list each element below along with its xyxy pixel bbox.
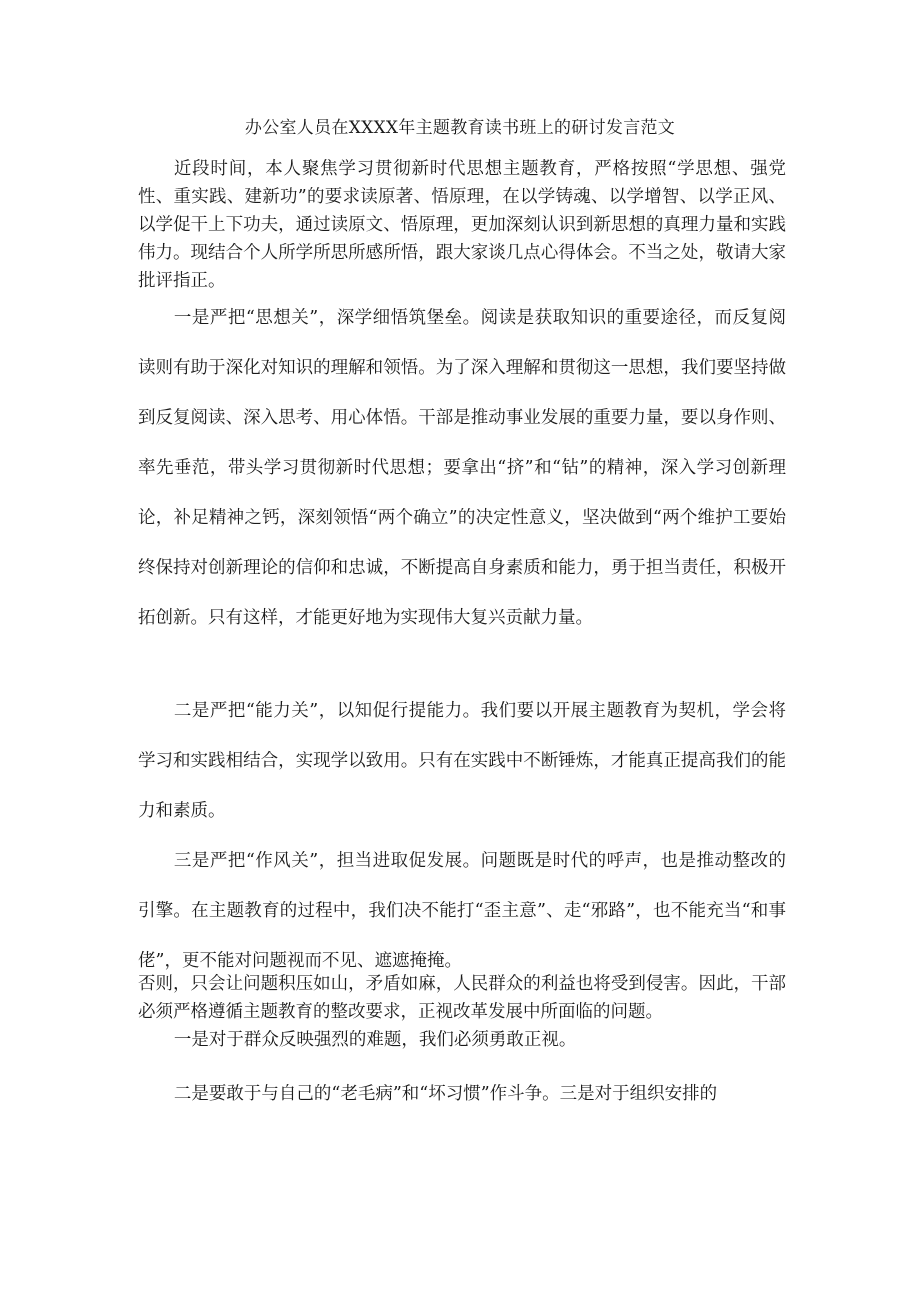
paragraph-intro: 近段时间，本人聚焦学习贯彻新时代思想主题教育，严格按照“学思想、强党性、重实践、建新功”的要求读原著、悟原理，在以学铸魂、以学增智、以学正风、以学促干上下功夫，通过读原文、悟原理，更加深刻认识到新思想的真理力量和实践伟力。现结合个人所学所思所感所悟，跟大家谈几点心得体会。不当之处，敬请大家批评指正。 (138, 159, 786, 291)
paragraph-point-thought: 一是严把“思想关”，深学细悟筑堡垒。阅读是获取知识的重要途径，而反复阅读则有助于深化对知识的理解和领悟。为了深入理解和贯彻这一思想，我们要坚持做到反复阅读、深入思考、用心体悟。干部是推动事业发展的重要力量，要以身作则、率先垂范，带头学习贯彻新时代思想；要拿出“挤”和“钻”的精神，深入学习创新理论，补足精神之钙，深刻领悟“两个确立”的决定性意义，坚决做到“两个维护工要始终保持对创新理论的信仰和忠诚，不断提高自身素质和能力，勇于担当责任，积极开拓创新。只有这样，才能更好地为实现伟大复兴贡献力量。 (138, 308, 786, 628)
paragraph-consequence: 否则，只会让问题积压如山，矛盾如麻，人民群众的利益也将受到侵害。因此，干部必须严格遵循主题教育的整改要求，正视改革发展中所面临的问题。 (138, 974, 786, 1022)
paragraph-item-two: 二是要敢于与自己的“老毛病”和“坏习惯”作斗争。三是对于组织安排的 (173, 1084, 718, 1104)
paragraph-point-style: 三是严把“作风关”，担当进取促发展。问题既是时代的呼声，也是推动整改的引擎。在主题教育的过程中，我们决不能打“歪主意”、走“邪路”，也不能充当“和事佬”，更不能对问题视而不见、遮遮掩掩。 (138, 851, 786, 971)
document-title: 办公室人员在XXXX年主题教育读书班上的研讨发言范文 (244, 118, 676, 138)
paragraph-point-ability: 二是严把“能力关”，以知促行提能力。我们要以开展主题教育为契机，学会将学习和实践相结合，实现学以致用。只有在实践中不断锤炼，才能真正提高我们的能力和素质。 (138, 701, 786, 821)
paragraph-item-one: 一是对于群众反映强烈的难题，我们必须勇敢正视。 (173, 1030, 577, 1050)
